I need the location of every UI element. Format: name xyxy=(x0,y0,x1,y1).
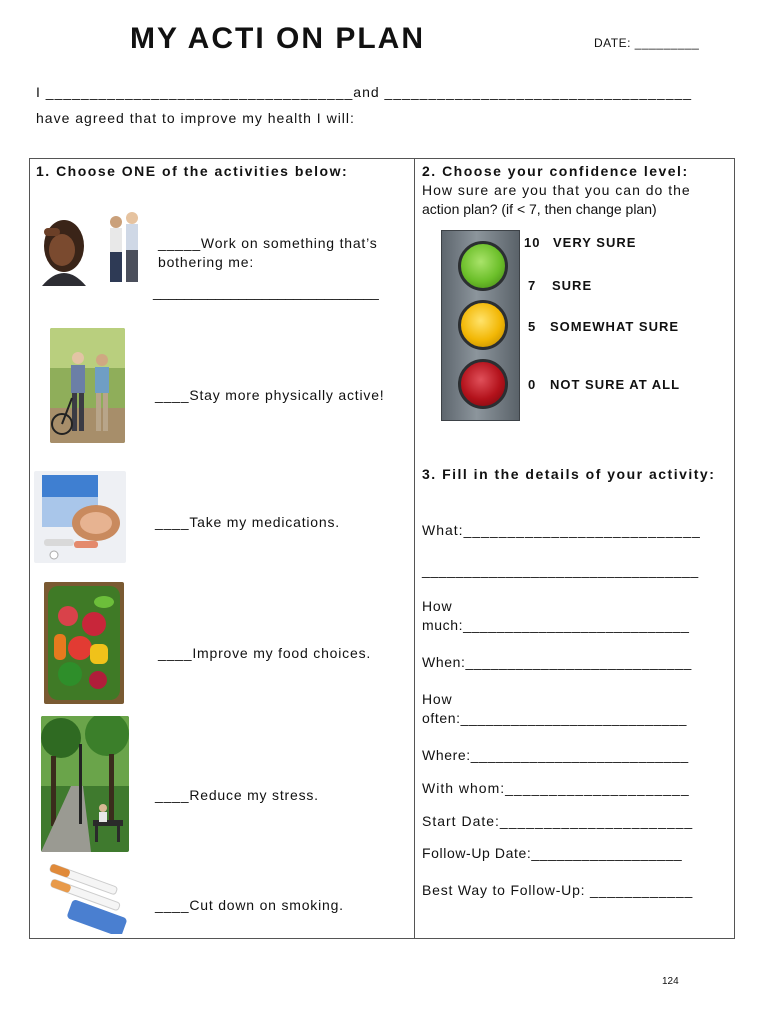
level-7-label: SURE xyxy=(552,278,593,293)
detail-where: Where:__________________________ xyxy=(422,747,689,763)
physical-activity-image xyxy=(50,328,125,443)
detail-start-date: Start Date:______________________ xyxy=(422,813,694,829)
green-light-icon xyxy=(458,241,508,291)
page-title: MY ACTI ON PLAN xyxy=(130,22,426,55)
detail-best-way: Best Way to Follow-Up: ____________ xyxy=(422,882,694,898)
level-0-score: 0 xyxy=(528,377,537,392)
detail-when: When:___________________________ xyxy=(422,654,692,670)
detail-follow-up-date: Follow-Up Date:__________________ xyxy=(422,845,683,861)
intro-agreement-line: have agreed that to improve my health I will: xyxy=(36,110,355,126)
confidence-question-line1: How sure are you that you can do the xyxy=(422,182,691,198)
column-divider xyxy=(414,158,415,938)
activity-physical: ____Stay more physically active! xyxy=(155,387,385,403)
cigarettes-image xyxy=(34,864,142,934)
level-0-label: NOT SURE AT ALL xyxy=(550,377,681,392)
park-image xyxy=(41,716,129,852)
activity-reduce-stress: ____Reduce my stress. xyxy=(155,787,319,803)
activity-food-choices: ____Improve my food choices. xyxy=(158,645,372,661)
detail-what-continued: _________________________________ xyxy=(422,562,699,578)
intro-names-line: I ___________________________________and ___________________________________ xyxy=(36,84,693,100)
medications-image xyxy=(34,471,126,563)
yellow-light-icon xyxy=(458,300,508,350)
section2-heading: 2. Choose your confidence level: xyxy=(422,163,689,179)
red-light-icon xyxy=(458,359,508,409)
detail-how-often: often:___________________________ xyxy=(422,710,688,726)
detail-how-much-label: How xyxy=(422,598,453,614)
page-number: 124 xyxy=(662,976,679,987)
activity-work-on-something-line2: bothering me: xyxy=(158,254,255,270)
activity-smoking: ____Cut down on smoking. xyxy=(155,897,344,913)
level-10-score: 10 xyxy=(524,235,541,250)
level-7-score: 7 xyxy=(528,278,537,293)
detail-how-much: much:___________________________ xyxy=(422,617,690,633)
date-field: DATE: _________ xyxy=(594,36,700,50)
level-5-label: SOMEWHAT SURE xyxy=(550,319,680,334)
activity-medications: ____Take my medications. xyxy=(155,514,340,530)
confidence-question-line2: action plan? (if < 7, then change plan) xyxy=(422,201,657,217)
section1-heading: 1. Choose ONE of the activities below: xyxy=(36,163,349,179)
activity-work-blank: _____________________________ xyxy=(153,284,379,300)
detail-with-whom: With whom:_____________________ xyxy=(422,780,690,796)
level-10-label: VERY SURE xyxy=(553,235,637,250)
detail-what: What:___________________________ xyxy=(422,522,701,538)
level-5-score: 5 xyxy=(528,319,537,334)
traffic-light-icon xyxy=(441,230,520,421)
stress-people-image xyxy=(34,210,146,286)
detail-how-often-label: How xyxy=(422,691,453,707)
section3-heading: 3. Fill in the details of your activity: xyxy=(422,466,716,482)
activity-work-on-something-line1: _____Work on something that’s xyxy=(158,235,378,251)
vegetables-image xyxy=(44,582,124,704)
